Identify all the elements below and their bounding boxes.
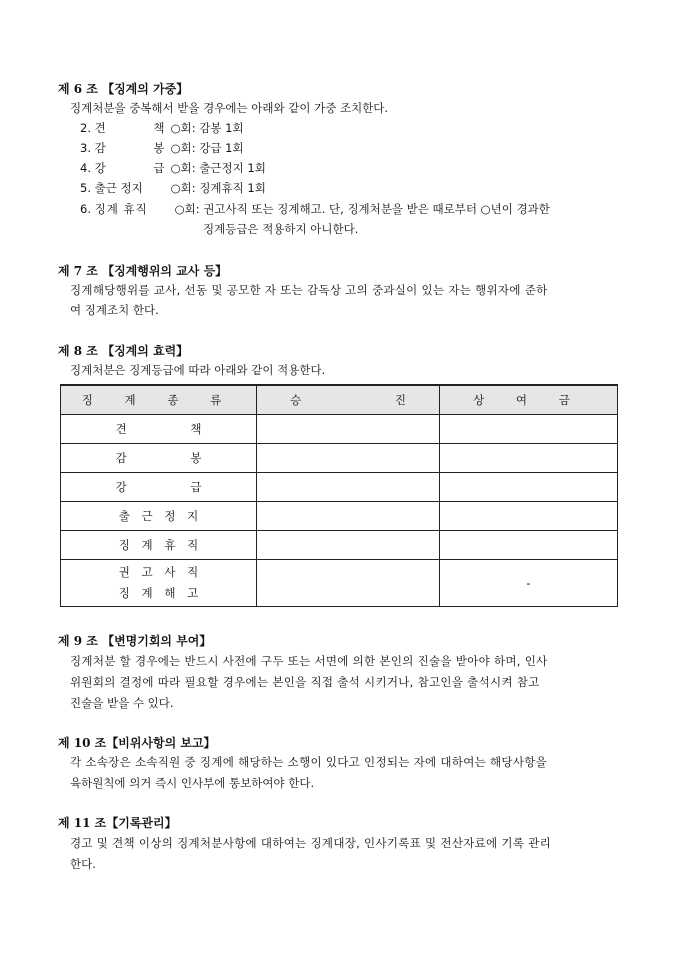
table-row (61, 560, 618, 607)
item-name: 강 급 (94, 161, 187, 175)
item-rule-continued: 징계등급은 적용하지 아니한다. (203, 222, 359, 236)
discipline-effect-table (60, 384, 618, 607)
item-rule: ○회: 징계휴직 1회 (170, 181, 266, 195)
table-row (61, 473, 618, 502)
cell-type: 권 고 사 직 (118, 565, 199, 579)
item-rule: ○회: 감봉 1회 (170, 121, 244, 135)
item-rule: ○회: 강급 1회 (170, 141, 244, 155)
article-9-line3: 진술을 받을 수 있다. (70, 696, 174, 710)
article-9-line2: 위원회의 결정에 따라 필요할 경우에는 본인을 직접 출석 시키거나, 참고인을 출석시켜 참고 (70, 675, 540, 689)
article-8-title: 제 8 조 【징계의 효력】 (58, 344, 189, 358)
item-name: 감 봉 (94, 141, 187, 155)
header-bonus: 상 여 금 (440, 385, 618, 415)
article-10-title: 제 10 조【비위사항의 보고】 (58, 736, 216, 750)
table-header-row (61, 385, 618, 415)
cell-promotion (257, 415, 440, 444)
item-no: 4. (80, 161, 91, 175)
cell-promotion (257, 444, 440, 473)
item-rule: ○회: 권고사직 또는 징계해고. 단, 징계처분을 받은 때로부터 ○년이 경과한 (174, 202, 550, 216)
article-8-intro: 징계처분은 징계등급에 따라 아래와 같이 적용한다. (70, 363, 326, 377)
article-9-line1: 징계처분 할 경우에는 반드시 사전에 구두 또는 서면에 의한 본인의 진술을 받아야 하며, 인사 (70, 654, 548, 668)
cell-type-2: 징 계 해 고 (118, 586, 199, 600)
table-row (61, 415, 618, 444)
article-9-title: 제 9 조 【변명기회의 부여】 (58, 634, 212, 648)
cell-bonus (440, 444, 618, 473)
cell-promotion (257, 502, 440, 531)
item-name: 출근 정지 (94, 181, 143, 195)
cell-type: 징 계 휴 직 (61, 531, 257, 560)
cell-bonus (440, 473, 618, 502)
cell-bonus (440, 531, 618, 560)
article-10-line2: 육하원칙에 의거 즉시 인사부에 통보하여야 한다. (70, 776, 315, 790)
item-no: 2. (80, 121, 91, 135)
article-6-intro: 징계처분을 중복해서 받을 경우에는 아래와 같이 가중 조치한다. (70, 101, 389, 115)
article-7-line1: 징계해당행위를 교사, 선동 및 공모한 자 또는 감독상 고의 중과실이 있는 자는 행위자에 준하 (70, 283, 548, 297)
cell-promotion (257, 531, 440, 560)
cell-type: 출 근 정 지 (61, 502, 257, 531)
article-11-line1: 경고 및 견책 이상의 징계처분사항에 대하여는 징계대장, 인사기록표 및 전산자료에 기록 관리 (70, 836, 552, 850)
header-discipline-type: 징 계 종 류 (61, 385, 257, 415)
cell-type: 견 책 (61, 415, 257, 444)
cell-promotion (257, 560, 440, 607)
table-row (61, 531, 618, 560)
article-11-line2: 한다. (70, 857, 96, 871)
item-name: 징계 휴직 (94, 202, 148, 216)
item-name: 견 책 (94, 121, 187, 135)
cell-type: 감 봉 (61, 444, 257, 473)
article-7-title: 제 7 조 【징계행위의 교사 등】 (58, 264, 228, 278)
item-no: 6. (80, 202, 91, 216)
article-10-line1: 각 소속장은 소속직원 중 징계에 해당하는 소행이 있다고 인정되는 자에 대하여는 해당사항을 (70, 755, 548, 769)
item-no: 5. (80, 181, 91, 195)
table-row (61, 502, 618, 531)
item-no: 3. (80, 141, 91, 155)
article-6-title: 제 6 조 【징계의 가중】 (58, 82, 189, 96)
article-7-line2: 여 징계조치 한다. (70, 303, 159, 317)
item-rule: ○회: 출근정지 1회 (170, 161, 266, 175)
header-promotion: 승 진 (257, 385, 440, 415)
cell-promotion (257, 473, 440, 502)
cell-bonus (440, 502, 618, 531)
cell-type: 강 급 (61, 473, 257, 502)
cell-bonus (440, 415, 618, 444)
cell-bonus: - (440, 560, 618, 607)
article-11-title: 제 11 조【기록관리】 (58, 816, 177, 830)
table-row (61, 444, 618, 473)
